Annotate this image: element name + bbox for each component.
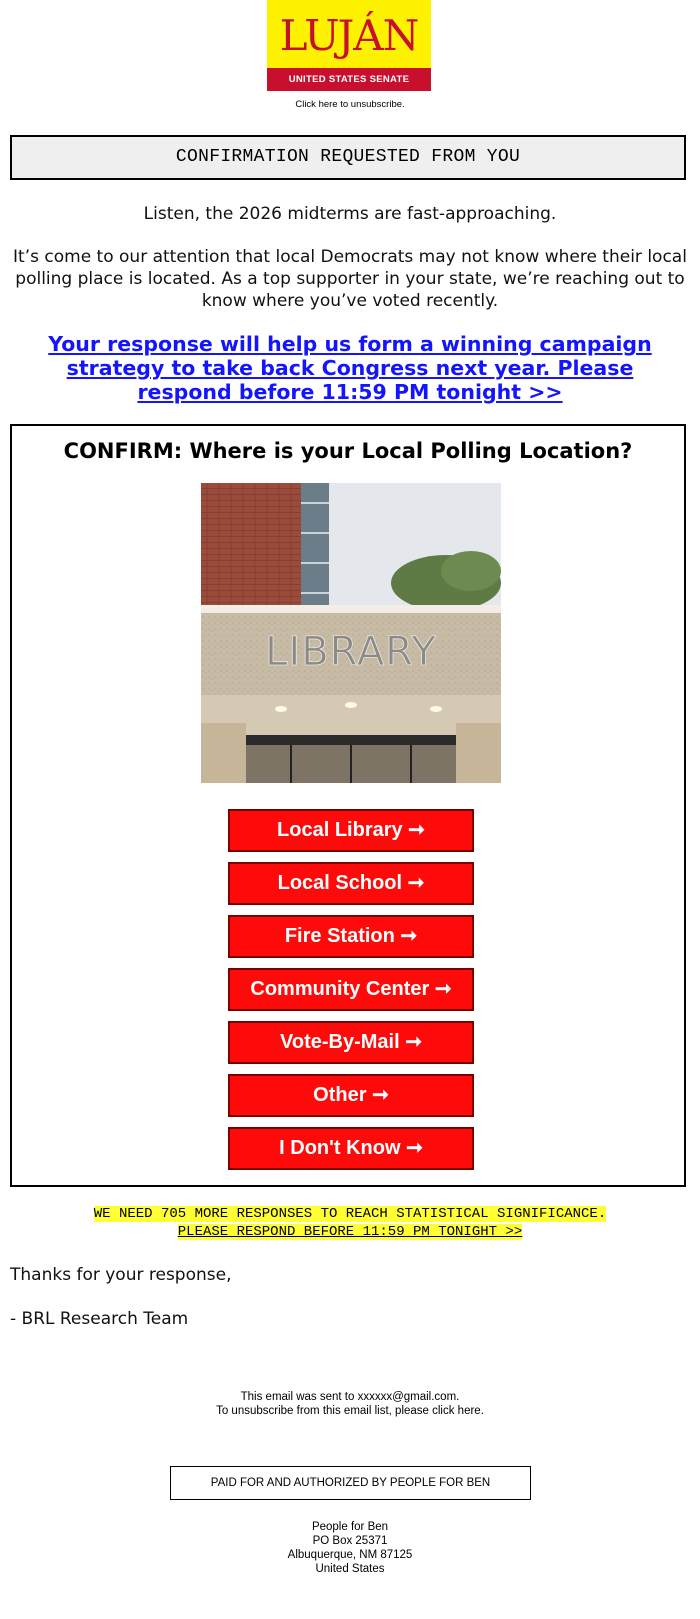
library-photo[interactable] (201, 483, 501, 783)
option-local-library-button[interactable]: Local Library ➞ (228, 809, 474, 852)
option-vote-by-mail-button[interactable]: Vote-By-Mail ➞ (228, 1021, 474, 1064)
statistical-notice (0, 1206, 700, 1223)
signature-text: - BRL Research Team (10, 1309, 189, 1329)
option-dont-know-button[interactable]: I Don't Know ➞ (228, 1127, 474, 1170)
thanks-text: Thanks for your response, (10, 1265, 232, 1285)
address-line: United States (315, 1563, 385, 1575)
library-sign-text: LIBRARY (265, 629, 437, 675)
confirmation-banner: CONFIRMATION REQUESTED FROM YOU (10, 135, 686, 180)
paid-for-disclaimer: PAID FOR AND AUTHORIZED BY PEOPLE FOR BEN (170, 1466, 531, 1500)
logo-name: LUJÁN (279, 11, 419, 60)
address-line: Albuquerque, NM 87125 (287, 1549, 413, 1561)
address-line: People for Ben (311, 1521, 389, 1533)
respond-deadline-link[interactable] (0, 1224, 700, 1241)
respond-cta-link[interactable]: Your response will help us form a winning campaign strategy to take back Congress next year. Please respond before 11:59 PM tonight >> (48, 332, 652, 404)
poll-box (10, 424, 686, 1187)
logo-subtitle: UNITED STATES SENATE (267, 68, 431, 91)
address-line: PO Box 25371 (312, 1535, 388, 1547)
option-other-button[interactable]: Other ➞ (228, 1074, 474, 1117)
intro-line: Listen, the 2026 midterms are fast-approaching. (143, 204, 557, 224)
sent-to-text: This email was sent to xxxxxx@gmail.com. (240, 1391, 460, 1403)
intro-paragraph: It’s come to our attention that local Democrats may not know where their local polling place is located. As a top supporter in your state, we’re reaching out to know where you’ve voted recently. (13, 247, 687, 311)
respond-deadline-text[interactable]: PLEASE RESPOND BEFORE 11:59 PM TONIGHT >> (177, 1224, 523, 1240)
poll-title: CONFIRM: Where is your Local Polling Location? (63, 439, 633, 463)
library-image (201, 483, 501, 783)
unsubscribe-footer-link[interactable]: To unsubscribe from this email list, please click here. (216, 1405, 484, 1417)
option-community-center-button[interactable]: Community Center ➞ (228, 968, 474, 1011)
option-local-school-button[interactable]: Local School ➞ (228, 862, 474, 905)
option-fire-station-button[interactable]: Fire Station ➞ (228, 915, 474, 958)
lujan-logo[interactable] (267, 0, 431, 91)
unsubscribe-link-top[interactable]: Click here to unsubscribe. (295, 99, 405, 110)
statistical-notice-text: WE NEED 705 MORE RESPONSES TO REACH STATISTICAL SIGNIFICANCE. (93, 1206, 607, 1222)
